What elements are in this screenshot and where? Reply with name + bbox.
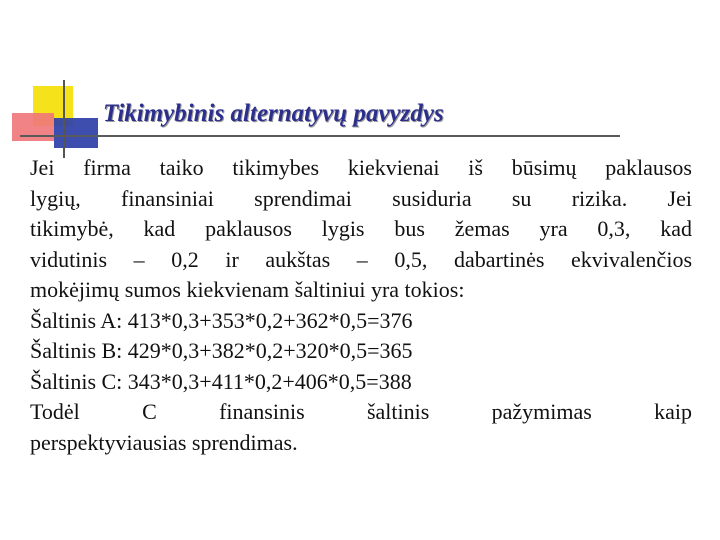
source-line-c: Šaltinis C: 343*0,3+411*0,2+406*0,5=388	[30, 368, 412, 394]
slide-title: Tikimybinis alternatyvų pavyzdys	[103, 100, 444, 127]
decor-vertical-rule	[63, 80, 65, 158]
source-line-a: Šaltinis A: 413*0,3+353*0,2+362*0,5=376	[30, 307, 413, 333]
title-underline	[20, 135, 620, 137]
paragraph-line: lygių, finansiniai sprendimai susiduria su rizika. Jei	[30, 185, 692, 211]
paragraph-line: tikimybė, kad paklausos lygis bus žemas yra 0,3, kad	[30, 216, 692, 241]
paragraph-line: vidutinis – 0,2 ir aukštas – 0,5, dabartinės ekvivalenčios	[30, 246, 692, 272]
slide-body	[30, 153, 692, 458]
source-line-b: Šaltinis B: 429*0,3+382*0,2+320*0,5=365	[30, 338, 413, 363]
conclusion-line: perspektyviausias sprendimas.	[30, 429, 298, 455]
conclusion-line: Todėl C finansinis šaltinis pažymimas kaip	[30, 399, 692, 424]
paragraph-line: mokėjimų sumos kiekvienam šaltiniui yra tokios:	[30, 277, 465, 302]
paragraph-line: Jei firma taiko tikimybes kiekvienai iš būsimų paklausos	[30, 155, 692, 180]
decor-square-blue	[54, 118, 98, 148]
